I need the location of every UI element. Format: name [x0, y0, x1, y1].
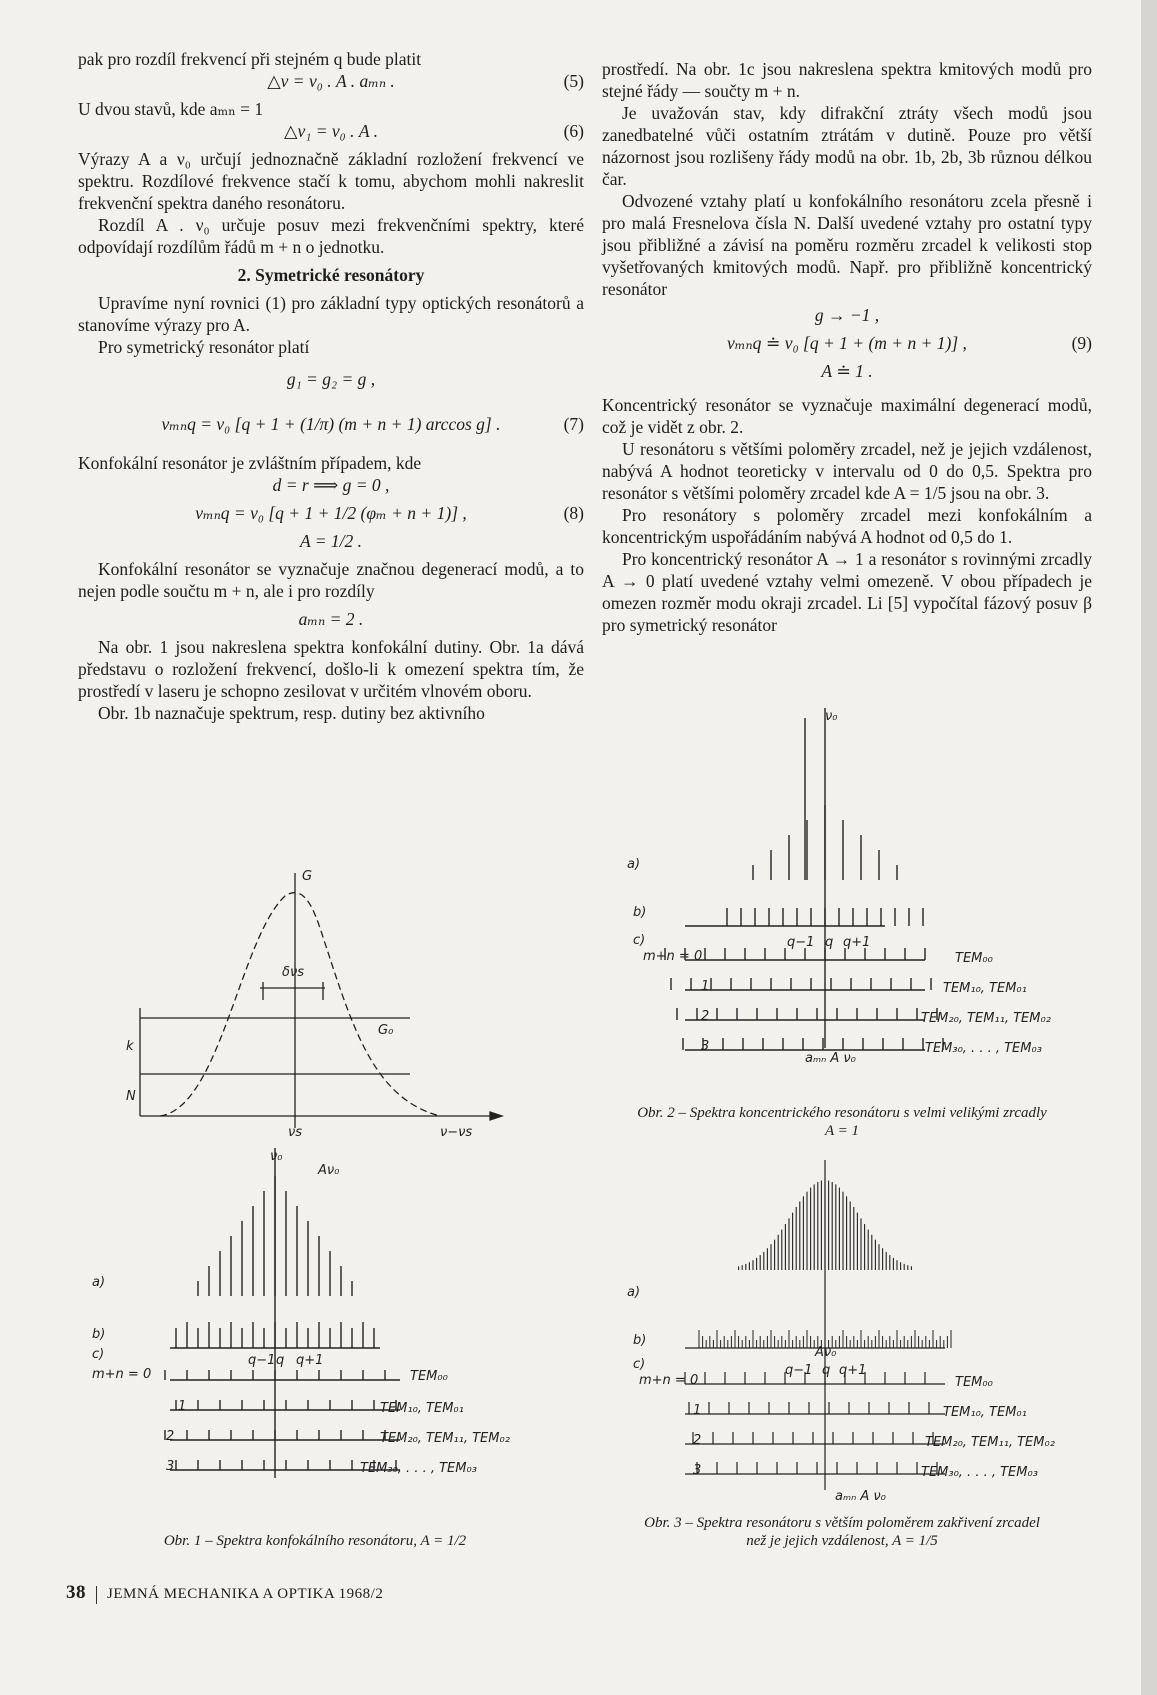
figure-3-spectra-lines [685, 1160, 951, 1490]
equation-5: △ν = ν₀ . A . aₘₙ . (5) [267, 71, 584, 91]
label-tem2: TEM₂₀, TEM₁₁, TEM₀₂ [921, 1011, 1051, 1026]
label-b: b) [92, 1327, 106, 1342]
figure-1-spectra [90, 1148, 530, 1538]
right-p2: Je uvažován stav, kdy difrakční ztráty všech modů jsou zanedbatelné vůči ostatním ztrátám v dutině. Pouze pro větší názornost jsou rozlišeny řády modů na obr. 1b, 2b, 3b různou délkou čar. [602, 103, 1092, 189]
figure-3-caption-line1: Obr. 3 – Spektra resonátoru s větším poloměrem zakřivení zrcadel [644, 1515, 1040, 1531]
label-G: G [302, 869, 313, 884]
journal-name: JEMNÁ MECHANIKA A OPTIKA 1968/2 [107, 1586, 384, 1602]
label-mn0: m+n = 0 [92, 1367, 152, 1382]
label-k: k [126, 1039, 134, 1054]
left-p4: Rozdíl A . ν₀ určuje posuv mezi frekvenčními spektry, které odpovídají rozdílům řádů m + n o jednotku. [78, 215, 584, 257]
page-edge-shadow [1141, 0, 1157, 1695]
page-number: 38 [66, 1582, 86, 1603]
label-row1: 1 [701, 979, 710, 994]
label-qp1: q+1 [843, 935, 871, 950]
label-a: a) [627, 857, 641, 872]
label-q: q [825, 935, 834, 950]
label-qp1: q+1 [839, 1363, 867, 1378]
left-p10: Obr. 1b naznačuje spektrum, resp. dutiny bez aktivního [98, 703, 485, 723]
label-row1: 1 [178, 1399, 187, 1414]
label-tem00: TEM₀₀ [955, 1375, 993, 1390]
label-tem2: TEM₂₀, TEM₁₁, TEM₀₂ [380, 1431, 510, 1446]
equation-8: νₘₙq = ν₀ [q + 1 + 1/2 (φₘ + n + 1)] , (8) [195, 503, 584, 523]
right-column [602, 58, 1092, 636]
left-p1: pak pro rozdíl frekvencí při stejném q bude platit [78, 49, 422, 69]
label-tem3: TEM₃₀, . . . , TEM₀₃ [360, 1461, 477, 1476]
label-qm1: q−1 [248, 1353, 276, 1368]
left-p7: Konfokální resonátor je zvláštním případem, kde [78, 453, 422, 473]
equation-d: d = r ⟹ g = 0 , [272, 475, 390, 495]
gain-curve [160, 893, 440, 1116]
equation-A-half: A = 1/2 . [299, 531, 363, 551]
figure-2-spectra-lines [665, 708, 943, 1050]
figure-2-caption-line2: A = 1 [824, 1123, 859, 1139]
right-p4: Koncentrický resonátor se vyznačuje maximální degenerací modů, což je vidět z obr. 2. [602, 395, 1092, 437]
label-row1: 1 [693, 1403, 702, 1418]
right-p1: prostředí. Na obr. 1c jsou nakreslena spektra kmitových modů pro stejné řády — součty m + n. [602, 59, 1092, 101]
page-footer [66, 1582, 383, 1604]
label-row3: 3 [701, 1039, 710, 1054]
label-qm1: q−1 [785, 1363, 813, 1378]
figure-1-spectra-lines [165, 1148, 400, 1478]
figure-1-caption: Obr. 1 – Spektra konfokálního resonátoru, A = 1/2 [163, 1533, 467, 1549]
equation-g: g₁ = g₂ = g , [286, 369, 376, 389]
label-mn0: m+n = 0 [639, 1373, 699, 1388]
label-amnAv0: aₘₙ A ν₀ [805, 1051, 856, 1066]
label-Av0: Aν₀ [318, 1163, 340, 1178]
label-row2: 2 [701, 1009, 710, 1024]
label-tem1: TEM₁₀, TEM₀₁ [943, 981, 1027, 996]
label-tem00: TEM₀₀ [955, 951, 993, 966]
right-p7: Pro koncentrický resonátor A → 1 a resonátor s rovinnými zrcadly A → 0 platí uvedené vztahy velmi omezeně. V obou případech je omezen rozměr modu okraji zrcadel. Li [5] vypočítal fázový posuv β pro symetrický resonátor [602, 549, 1092, 635]
equation-amn: aₘₙ = 2 . [298, 609, 364, 629]
label-b: b) [633, 905, 647, 920]
figure-3-spectra [625, 1160, 1095, 1520]
left-p6: Pro symetrický resonátor platí [98, 337, 310, 357]
label-q: q [822, 1363, 831, 1378]
figure-2-spectra [625, 708, 1095, 1068]
figure-1-gain-curve [110, 868, 520, 1138]
label-q: q [276, 1353, 285, 1368]
label-tem1: TEM₁₀, TEM₀₁ [380, 1401, 464, 1416]
figure-3-caption-line2: než je jejich vzdálenost, A = 1/5 [746, 1533, 938, 1549]
label-N: N [126, 1089, 136, 1104]
label-a: a) [92, 1275, 106, 1290]
label-row3: 3 [166, 1459, 175, 1474]
label-b: b) [633, 1333, 647, 1348]
figure-3-caption [592, 1514, 1092, 1550]
figure-2-caption-line1: Obr. 2 – Spektra koncentrického resonátoru s velmi velikými zrcadly [637, 1105, 1047, 1121]
left-p2: U dvou stavů, kde aₘₙ = 1 [78, 99, 264, 119]
label-c: c) [633, 1357, 646, 1372]
label-Av0: Aν₀ [815, 1345, 837, 1360]
label-v0: ν₀ [270, 1149, 283, 1164]
left-p9: Na obr. 1 jsou nakreslena spektra konfokální dutiny. Obr. 1a dává představu o rozložení frekvencí, došlo-li k omezení spektra tím, že prostředí v laseru je schopno zesilovat v určitém vlnovém oboru. [78, 637, 584, 701]
label-mn0: m+n = 0 [643, 949, 703, 964]
left-p5: Upravíme nyní rovnici (1) pro základní typy optických resonátorů a stanovíme výrazy pro A. [78, 293, 584, 335]
equation-6: △ν₁ = ν₀ . A . (6) [284, 121, 584, 141]
right-p5: U resonátoru s většími poloměry zrcadel, než je jejich vzdálenost, nabývá A hodnot teoreticky v intervalu od 0 do 0,5. Spektra pro resonátor s většími poloměry zrcadel kde A = 1/5 jsou na obr. 3. [602, 439, 1092, 503]
equation-9: νₘₙq ≐ ν₀ [q + 1 + (m + n + 1)] , (9) [727, 333, 1092, 353]
label-c: c) [633, 933, 646, 948]
left-p3: Výrazy A a ν₀ určují jednoznačně základní rozložení frekvencí ve spektru. Rozdílové frekvence stačí k tomu, abychom mohli nakreslit frekvenční spektra daného resonátoru. [78, 149, 584, 213]
label-tem00: TEM₀₀ [410, 1369, 448, 1384]
left-p8: Konfokální resonátor se vyznačuje značnou degenerací modů, a to nejen podle součtu m + n, ale i pro rozdíly [78, 559, 584, 601]
right-p6: Pro resonátory s poloměry zrcadel mezi konfokálním a koncentrickým uspořádáním nabývá A hodnot od 0,5 do 1. [602, 505, 1092, 547]
equation-7: νₘₙq = ν₀ [q + 1 + (1/π) (m + n + 1) arccos g] . (7) [161, 414, 584, 434]
left-column [78, 48, 584, 724]
label-c: c) [92, 1347, 105, 1362]
label-row3: 3 [693, 1463, 702, 1478]
section-heading: 2. Symetrické resonátory [237, 265, 425, 285]
label-tem3: TEM₃₀, . . . , TEM₀₃ [921, 1465, 1038, 1480]
figure-2-caption [592, 1104, 1092, 1140]
label-v-minus-vs: ν−νs [440, 1125, 473, 1140]
arrow-icon [490, 1112, 502, 1120]
label-vs: νs [288, 1125, 303, 1140]
label-tem1: TEM₁₀, TEM₀₁ [943, 1405, 1027, 1420]
label-G0: G₀ [378, 1023, 394, 1038]
label-v0: ν₀ [825, 709, 838, 724]
label-qm1: q−1 [787, 935, 815, 950]
equation-g-limit: g → −1 , [814, 305, 880, 325]
right-p3: Odvozené vztahy platí u konfokálního resonátoru zcela přesně i pro malá Fresnelova čísla N. Další uvedené vztahy pro ostatní typy jsou přibližné a závisí na poměru rozměru zrcadel k velikosti stop vyšetřovaných kmitových modů. Např. pro přibližně koncentrický resonátor [602, 191, 1092, 299]
equation-A-one: A ≐ 1 . [821, 361, 873, 381]
label-dvs: δνs [282, 965, 304, 980]
label-row2: 2 [166, 1429, 175, 1444]
label-row2: 2 [693, 1433, 702, 1448]
label-qp1: q+1 [296, 1353, 324, 1368]
label-amnAv0: aₘₙ A ν₀ [835, 1489, 886, 1504]
label-a: a) [627, 1285, 641, 1300]
label-tem3: TEM₃₀, . . . , TEM₀₃ [925, 1041, 1042, 1056]
label-tem2: TEM₂₀, TEM₁₁, TEM₀₂ [925, 1435, 1055, 1450]
